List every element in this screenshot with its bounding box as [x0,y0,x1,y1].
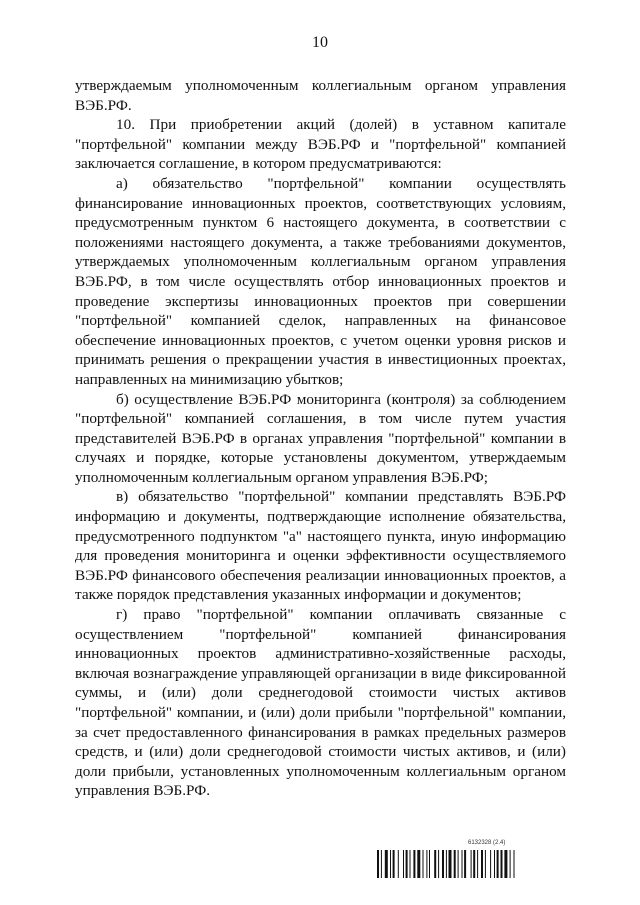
paragraph-subitem-b: б) осуществление ВЭБ.РФ мониторинга (контроля) за соблюдением "портфельной" компанией соглашения, в том числе путем участия представителей ВЭБ.РФ в органах управления "портфельной" компании в случаях и порядке, которые установлены документом, утверждаемым уполномоченным коллегиальным органом управления ВЭБ.РФ; [75,390,566,486]
barcode-image [377,850,569,878]
paragraph-item-10: 10. При приобретении акций (долей) в уставном капитале "портфельной" компании между ВЭБ.РФ и "портфельной" компанией заключается соглашение, в котором предусматриваются: [75,116,566,173]
paragraph-subitem-a: а) обязательство "портфельной" компании осуществлять финансирование инновационных проектов, соответствующих условиям, предусмотренным пунктом 6 настоящего документа, в соответствии с положениями настоящего документа, а также требованиями документов, утверждаемых уполномоченным коллегиальным органом управления ВЭБ.РФ, в том числе осуществлять отбор инновационных проектов и проведение экспертизы инновационных проектов при совершении "портфельной" компанией сделок, направленных на финансовое обеспечение инновационных проектов, с учетом оценки уровня рисков и принимать решения о прекращении участия в инвестиционных проектах, направленных на минимизацию убытков; [75,174,566,388]
paragraph-subitem-v: в) обязательство "портфельной" компании представлять ВЭБ.РФ информацию и документы, подтверждающие исполнение обязательства, предусмотренного подпунктом "а" настоящего пункта, иную информацию для проведения мониторинга и оценки эффективности осуществляемого ВЭБ.РФ финансового обеспечения реализации инновационных проектов, а также порядок представления указанных информации и документов; [75,488,566,604]
paragraph-subitem-g: г) право "портфельной" компании оплачивать связанные с осуществлением "портфельной" компанией финансирования инновационных проектов административно-хозяйственные расходы, включая вознаграждение управляющей организации в виде фиксированной суммы, и (или) доли среднегодовой стоимости чистых активов "портфельной" компании, и (или) доли прибыли "портфельной" компании, за счет предоставленного финансирования в рамках предельных размеров средств, и (или) доли среднегодовой стоимости чистых активов, и (или) доли прибыли, установленных уполномоченным коллегиальным органом управления ВЭБ.РФ. [75,606,566,800]
page-number: 10 [312,34,328,51]
document-body [75,76,566,801]
barcode-caption: 6132328 (2.4) [468,840,506,846]
paragraph-continuation: утверждаемым уполномоченным коллегиальным органом управления ВЭБ.РФ. [75,77,566,114]
